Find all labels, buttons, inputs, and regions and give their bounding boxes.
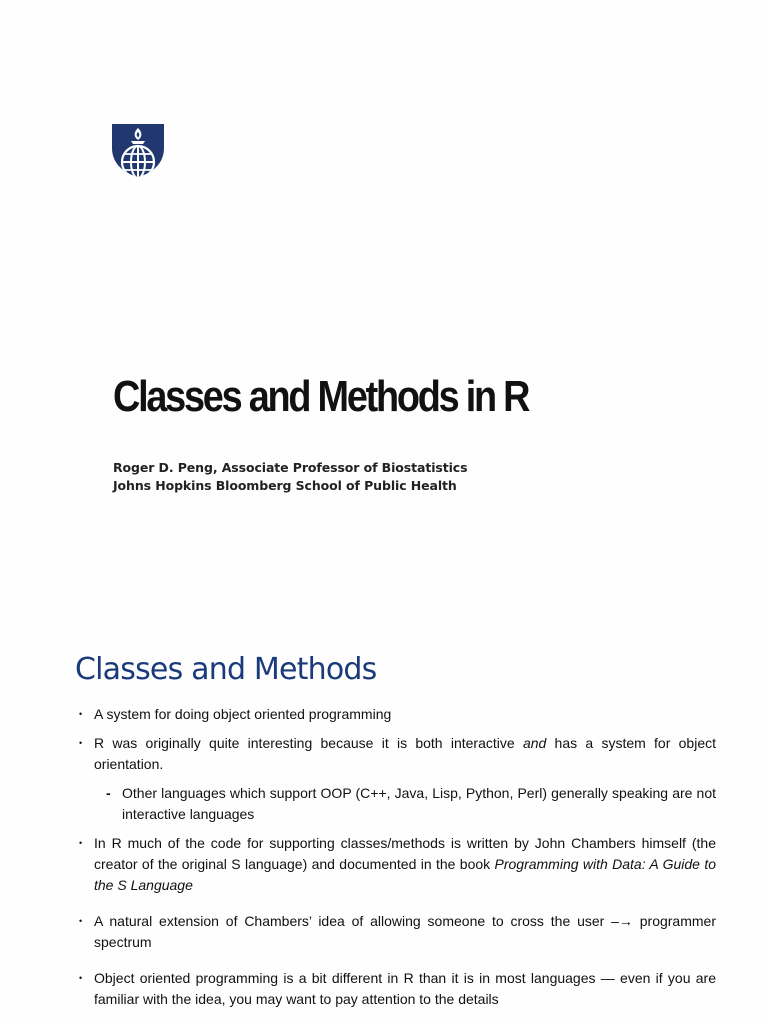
bullet-item: • A system for doing object oriented programming	[76, 704, 716, 725]
bullet-item: • A natural extension of Chambers’ idea of allowing someone to cross the user –→ programmer spectrum	[76, 911, 716, 953]
bullet-list	[76, 704, 716, 1010]
bullet-item: • Object oriented programming is a bit different in R than it is in most languages — even if you are familiar with the idea, you may want to pay attention to the details	[76, 968, 716, 1010]
bullet-item: • R was originally quite interesting because it is both interactive and has a system for object orientation. - Other languages which support OOP (C++, Java, Lisp, Python, Perl) generally speaking are not interactive languages	[76, 733, 716, 825]
sub-bullet-list	[94, 783, 716, 825]
section-title: Classes and Methods	[75, 652, 377, 687]
author-info	[113, 459, 467, 494]
sub-bullet-item: - Other languages which support OOP (C++, Java, Lisp, Python, Perl) generally speaking are not interactive languages	[94, 783, 716, 825]
author-name-line: Roger D. Peng, Associate Professor of Biostatistics	[113, 460, 468, 475]
bullet-item: • In R much of the code for supporting classes/methods is written by John Chambers himself (the creator of the original S language) and documented in the book Programming with Data: A Guide to the S Language	[76, 833, 716, 896]
presentation-title: Classes and Methods in R	[113, 372, 529, 421]
johns-hopkins-shield-icon	[110, 122, 166, 178]
author-affiliation-line: Johns Hopkins Bloomberg School of Public Health	[113, 477, 457, 493]
